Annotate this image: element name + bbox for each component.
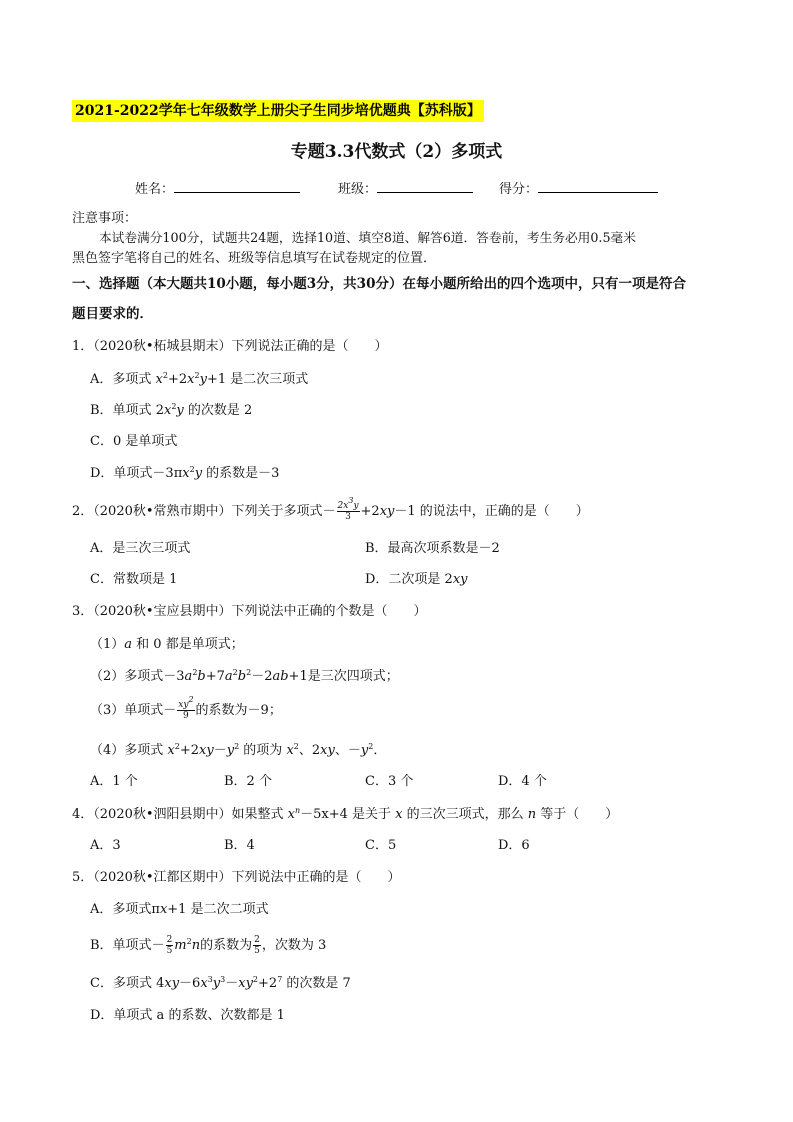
question-3-option-b[interactable]: B．2 个 (224, 774, 272, 789)
section-heading-line-2: 题目要求的． (72, 306, 153, 322)
fraction: $\frac{2}{5}$ (254, 935, 260, 956)
class-blank[interactable] (377, 180, 473, 193)
name-label: 姓名： (135, 182, 175, 197)
question-3-option-c[interactable]: C．3 个 (365, 774, 414, 789)
class-label: 班级： (338, 182, 378, 197)
question-1-option-c[interactable]: C．0 是单项式 (90, 434, 178, 449)
question-2-option-a[interactable]: A．是三次三项式 (90, 541, 191, 556)
question-1-option-d[interactable]: D．单项式$-3\pi x^2y$ 的系数是－3 (90, 465, 280, 481)
score-label: 得分： (499, 182, 539, 197)
score-blank[interactable] (538, 180, 658, 193)
notes-heading: 注意事项： (72, 211, 138, 226)
question-4-option-b[interactable]: B．4 (224, 838, 255, 853)
question-5-option-d[interactable]: D．单项式 a 的系数、次数都是 1 (90, 1008, 285, 1023)
question-3-statement-1: （1）a 和 0 都是单项式； (90, 637, 244, 652)
question-5-option-c[interactable]: C．多项式 $4xy-6x^3y^3-xy^2+2^7$ 的次数是 7 (90, 975, 351, 991)
name-blank[interactable] (174, 180, 300, 193)
question-4-option-c[interactable]: C．5 (365, 838, 397, 853)
series-banner: 2021-2022学年七年级数学上册尖子生同步培优题典【苏科版】 (72, 100, 484, 122)
question-1-stem: 1．（2020秋•柘城县期末）下列说法正确的是（ ） (72, 339, 388, 354)
question-3-stem: 3．（2020秋•宝应县期中）下列说法中正确的个数是（ ） (72, 604, 427, 619)
page-title: 专题3.3代数式（2）多项式 (290, 142, 503, 162)
name-field (135, 178, 300, 197)
section-heading-line-1: 一、选择题（本大题共10小题，每小题3分，共30分）在每小题所给出的四个选项中，只有一项是符合 (72, 276, 686, 292)
question-3-option-d[interactable]: D．4 个 (498, 774, 547, 789)
question-5-option-b[interactable]: B．单项式－ $\frac{2}{5}$ $m^2n$的系数为 $\frac{2}{5}$ ，次数为 3 (90, 935, 327, 956)
score-field (499, 178, 658, 197)
question-5-option-a[interactable]: A．多项式πx+1 是二次二项式 (90, 902, 269, 917)
fraction: $\frac{2x^3y}{3}$ (337, 496, 359, 522)
question-2-stem: 2．（2020秋•常熟市期中）下列关于多项式－ $\frac{2x^3y}{3}$ +2xy－1 的说法中，正确的是（ ） (72, 496, 589, 522)
class-field (338, 178, 473, 197)
question-3-statement-2: （2）多项式$-3a^2b+7a^2b^2-2ab+1$是三次四项式； (90, 668, 399, 684)
question-3-statement-4: （4）多项式 $x^2+2xy-y^2$ 的项为 $x^2$、2xy、$-y^2$． (90, 742, 387, 758)
question-1-option-a[interactable]: A．多项式 $x^2+2x^2y+1$ 是二次三项式 (90, 371, 309, 387)
question-4-stem: 4．（2020秋•泗阳县期中）如果整式 $x^n-5x+4$ 是关于 x 的三次三项式，那么 n 等于（ ） (72, 806, 619, 822)
question-4-option-d[interactable]: D．6 (498, 838, 530, 853)
question-4-option-a[interactable]: A．3 (90, 838, 121, 853)
question-5-stem: 5．（2020秋•江都区期中）下列说法中正确的是（ ） (72, 870, 401, 885)
question-2-option-d[interactable]: D．二次项是 2xy (365, 572, 468, 587)
fraction: $\frac{2}{5}$ (166, 935, 173, 956)
question-3-option-a[interactable]: A．1 个 (90, 774, 138, 789)
notes-line-2: 黑色签字笔将自己的姓名、班级等信息填写在试卷规定的位置． (72, 251, 437, 266)
question-2-option-c[interactable]: C．常数项是 1 (90, 572, 178, 587)
question-1-option-b[interactable]: B．单项式 $2x^2y$ 的次数是 2 (90, 402, 253, 418)
fraction: $\frac{xy^2}{9}$ (178, 695, 194, 721)
notes-line-1: 本试卷满分100分，试题共24题，选择10道、填空8道、解答6道．答卷前，考生务必用0.5毫米 (99, 230, 636, 245)
question-3-statement-3: （3）单项式－ $\frac{xy^2}{9}$ 的系数为－9； (90, 695, 282, 721)
question-2-option-b[interactable]: B．最高次项系数是－2 (365, 541, 500, 556)
